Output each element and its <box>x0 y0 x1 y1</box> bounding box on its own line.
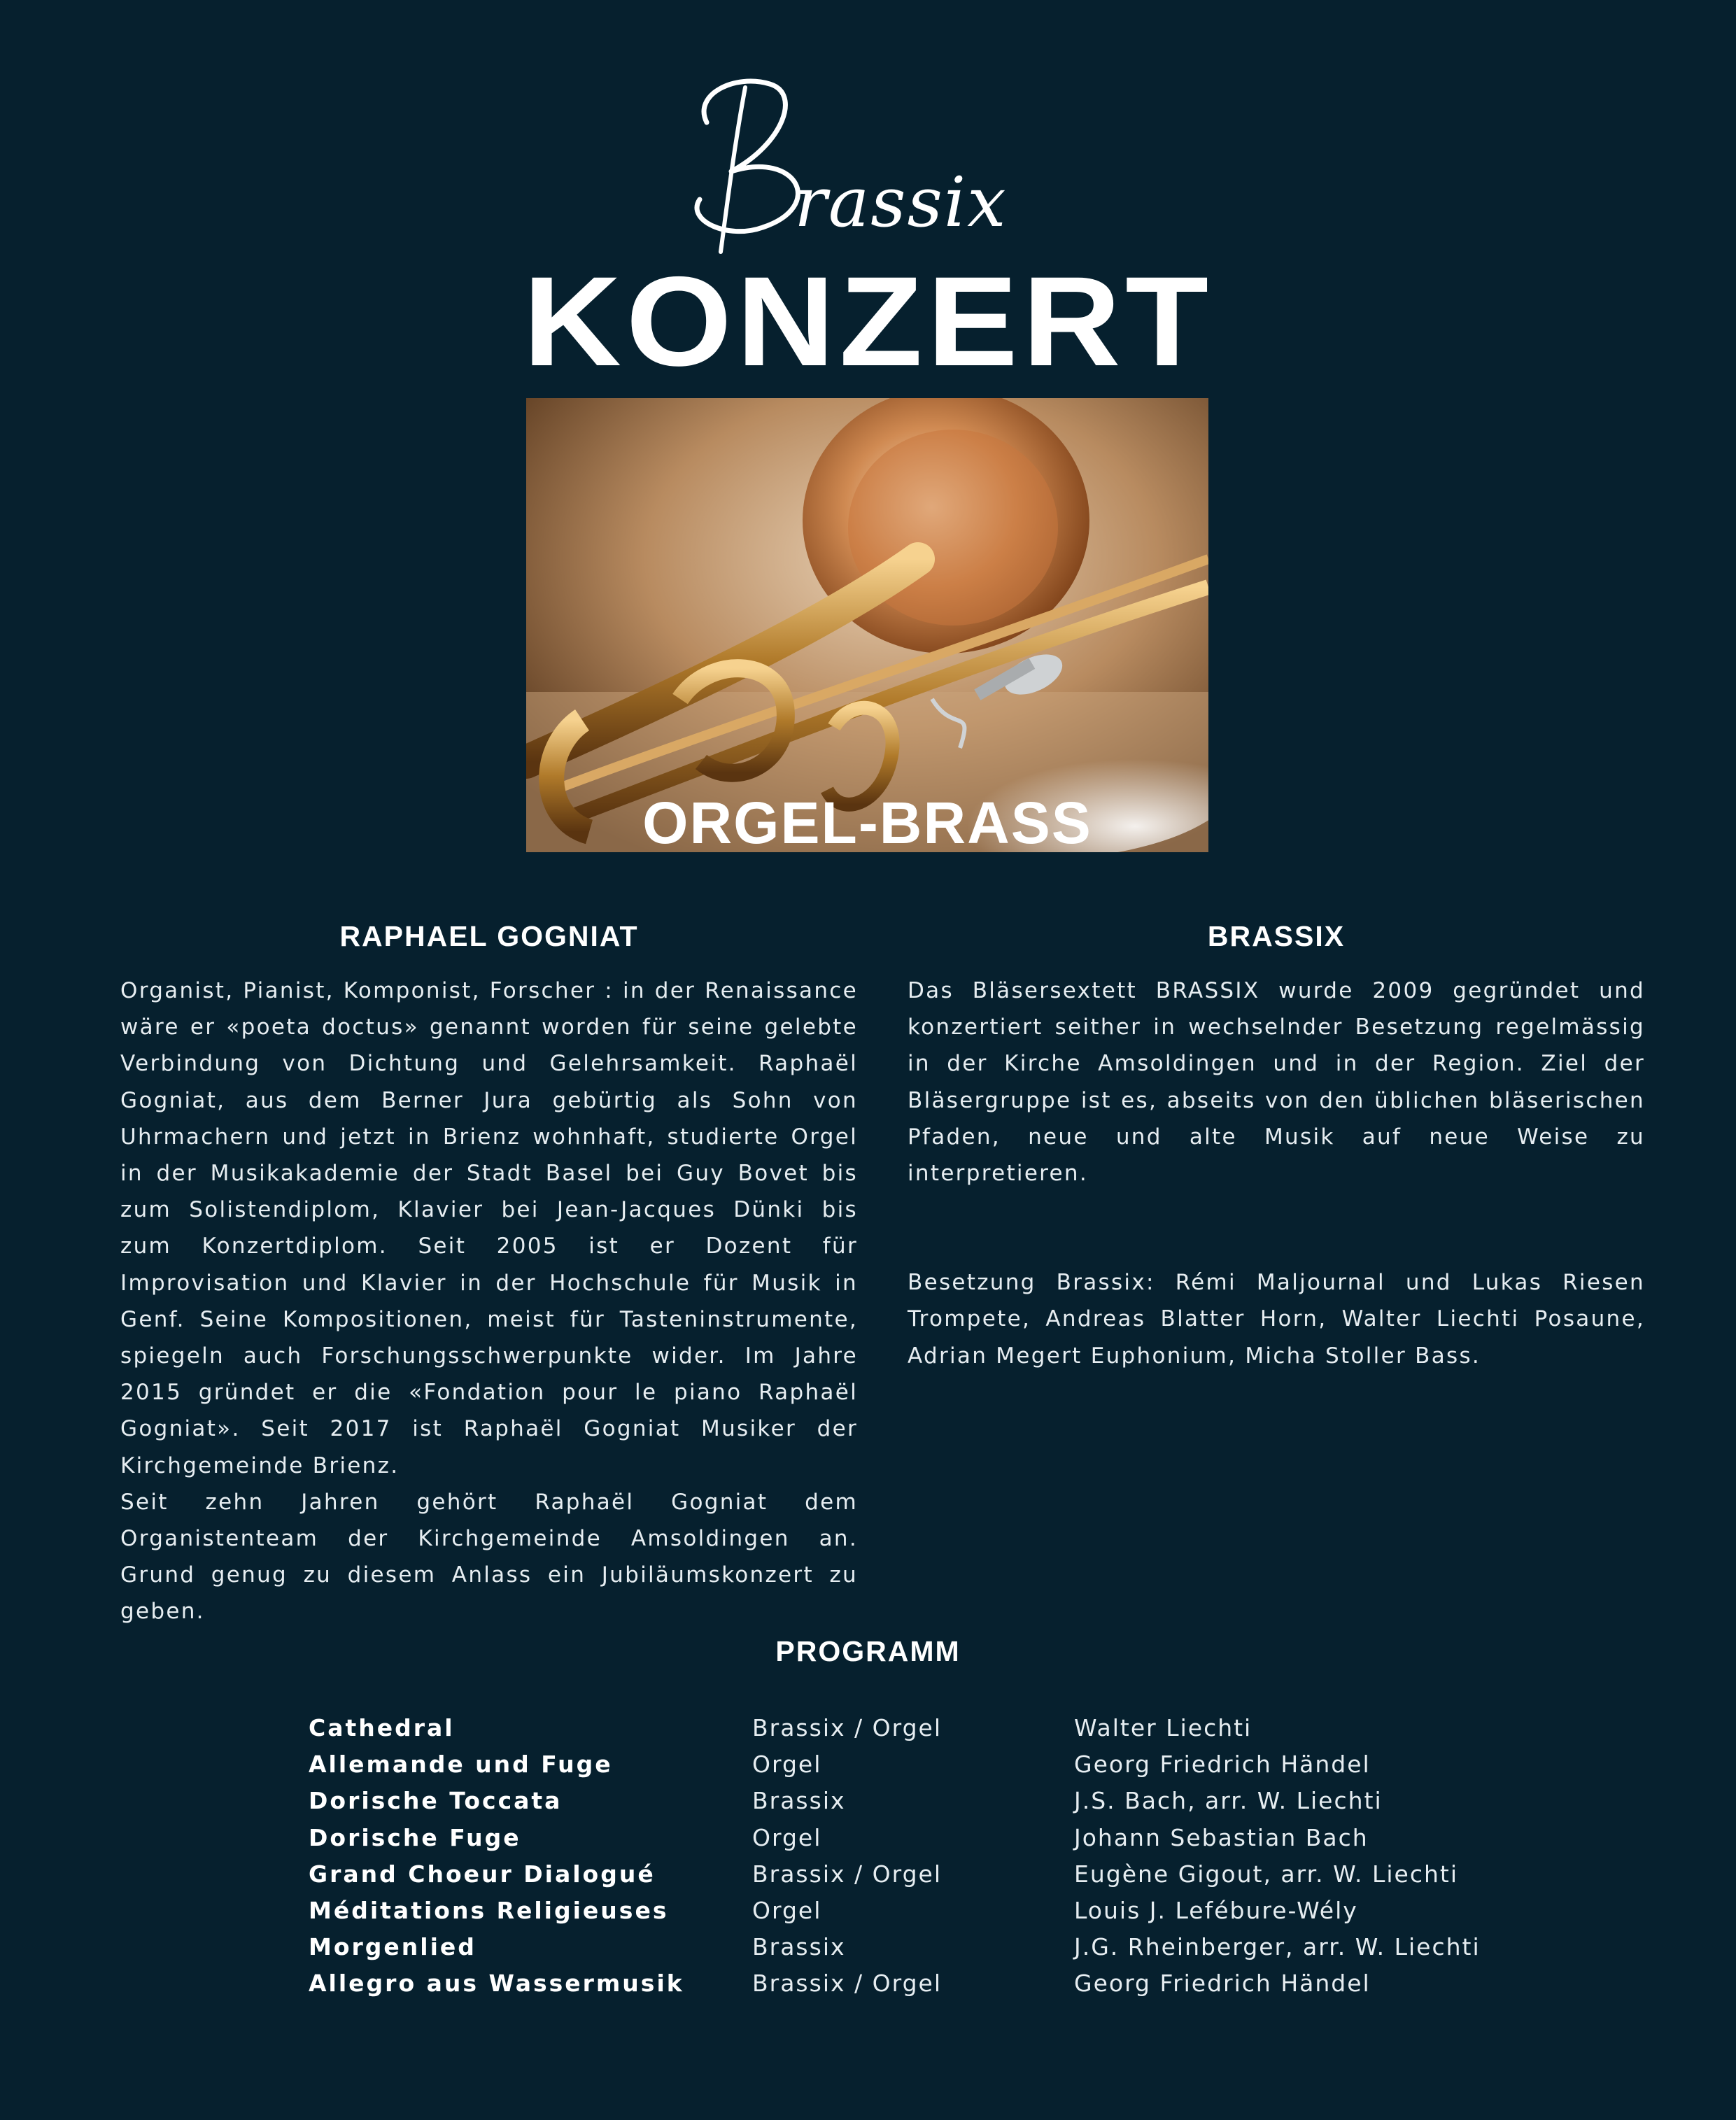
program-row <box>309 1893 1568 1929</box>
brassix-logo-icon <box>679 66 1043 255</box>
program-row <box>309 1965 1568 2002</box>
gogniat-bio: Organist, Pianist, Komponist, Forscher : in der Renaissance wäre er «poeta doctus» genannt worden für seine gelebte Verbindung von Dichtung und Gelehrsamkeit. Raphaël Gogniat, aus dem Berner Jura gebürtig als Sohn von Uhrmachern und jetzt in Brienz wohnhaft, studierte Orgel in der Musikakademie der Stadt Basel bei Guy Bovet bis zum Solistendiplom, Klavier bei Jean-Jacques Dünki bis zum Konzertdiplom. Seit 2005 ist er Dozent für Improvisation und Klavier in der Hochschule für Musik in Genf. Seine Kompositionen, meist für Tasteninstrumente, spiegeln auch Forschungsschwerpunkte wider. Im Jahre 2015 gründet er die «Fondation pour le piano Raphaël Gogniat». Seit 2017 ist Raphaël Gogniat Musiker der Kirchgemeinde Brienz. <box>120 978 858 1478</box>
piece-title: Dorische Fuge <box>309 1823 521 1851</box>
piece-title: Allemande und Fuge <box>309 1751 613 1779</box>
piece-performer: Brassix / Orgel <box>752 1714 942 1741</box>
gogniat-section <box>120 915 858 1630</box>
svg-text:Brassix: Brassix <box>679 66 682 67</box>
piece-composer: Eugène Gigout, arr. W. Liechti <box>1074 1860 1459 1888</box>
program-heading: PROGRAMM <box>775 1635 961 1667</box>
brassix-lineup: Besetzung Brassix: Rémi Maljournal und Lukas Riesen Trompete, Andreas Blatter Horn, Walter Liechti Posaune, Adrian Megert Euphonium, Micha Stoller Bass. <box>908 1270 1645 1369</box>
program-row <box>309 1746 1568 1783</box>
program-row <box>309 1929 1568 1965</box>
program-row <box>309 1710 1568 1746</box>
piece-composer: Georg Friedrich Händel <box>1074 1751 1371 1779</box>
piece-composer: Johann Sebastian Bach <box>1074 1823 1369 1851</box>
piece-title: Dorische Toccata <box>309 1787 563 1815</box>
brassix-heading: BRASSIX <box>1207 920 1346 952</box>
piece-title: Grand Choeur Dialogué <box>309 1860 656 1888</box>
piece-title: Allegro aus Wassermusik <box>309 1970 684 1998</box>
brassix-script-logo <box>679 66 1043 255</box>
gogniat-jubilee: Seit zehn Jahren gehört Raphaël Gogniat dem Organistenteam der Kirchgemeinde Amsoldingen an. Grund genug zu diesem Anlass ein Jubiläumskonzert zu geben. <box>120 1489 858 1625</box>
hero-image <box>526 398 1208 852</box>
svg-text:rassix: rassix <box>794 163 1008 243</box>
hero-caption: ORGEL-BRASS <box>642 790 1092 852</box>
page-title: KONZERT <box>523 250 1213 393</box>
program-row <box>309 1856 1568 1893</box>
piece-performer: Orgel <box>752 1823 822 1851</box>
piece-composer: J.S. Bach, arr. W. Liechti <box>1074 1787 1383 1815</box>
piece-performer: Orgel <box>752 1751 822 1779</box>
piece-composer: Georg Friedrich Händel <box>1074 1970 1371 1998</box>
piece-performer: Brassix <box>752 1933 846 1961</box>
brassix-description: Das Bläsersextett BRASSIX wurde 2009 gegründet und konzertiert seither in wechselnder Besetzung regelmässig in der Kirche Amsoldingen und in der Region. Ziel der Bläsergruppe ist es, abseits von den üblichen bläserischen Pfaden, neue und alte Musik auf neue Weise zu interpretieren. <box>908 978 1645 1187</box>
program-list <box>309 1710 1568 2002</box>
piece-title: Méditations Religieuses <box>309 1896 669 1924</box>
gogniat-heading: RAPHAEL GOGNIAT <box>339 920 639 952</box>
piece-performer: Brassix / Orgel <box>752 1970 942 1998</box>
program-row <box>309 1820 1568 1856</box>
trombone-photo-icon <box>526 398 1208 852</box>
piece-title: Morgenlied <box>309 1933 477 1961</box>
piece-performer: Brassix / Orgel <box>752 1860 942 1888</box>
piece-composer: Louis J. Lefébure-Wély <box>1074 1896 1358 1924</box>
piece-performer: Brassix <box>752 1787 846 1815</box>
piece-composer: Walter Liechti <box>1074 1714 1252 1741</box>
brassix-section <box>908 915 1645 1374</box>
piece-title: Cathedral <box>309 1714 455 1741</box>
piece-composer: J.G. Rheinberger, arr. W. Liechti <box>1074 1933 1481 1961</box>
program-row <box>309 1783 1568 1819</box>
piece-performer: Orgel <box>752 1896 822 1924</box>
